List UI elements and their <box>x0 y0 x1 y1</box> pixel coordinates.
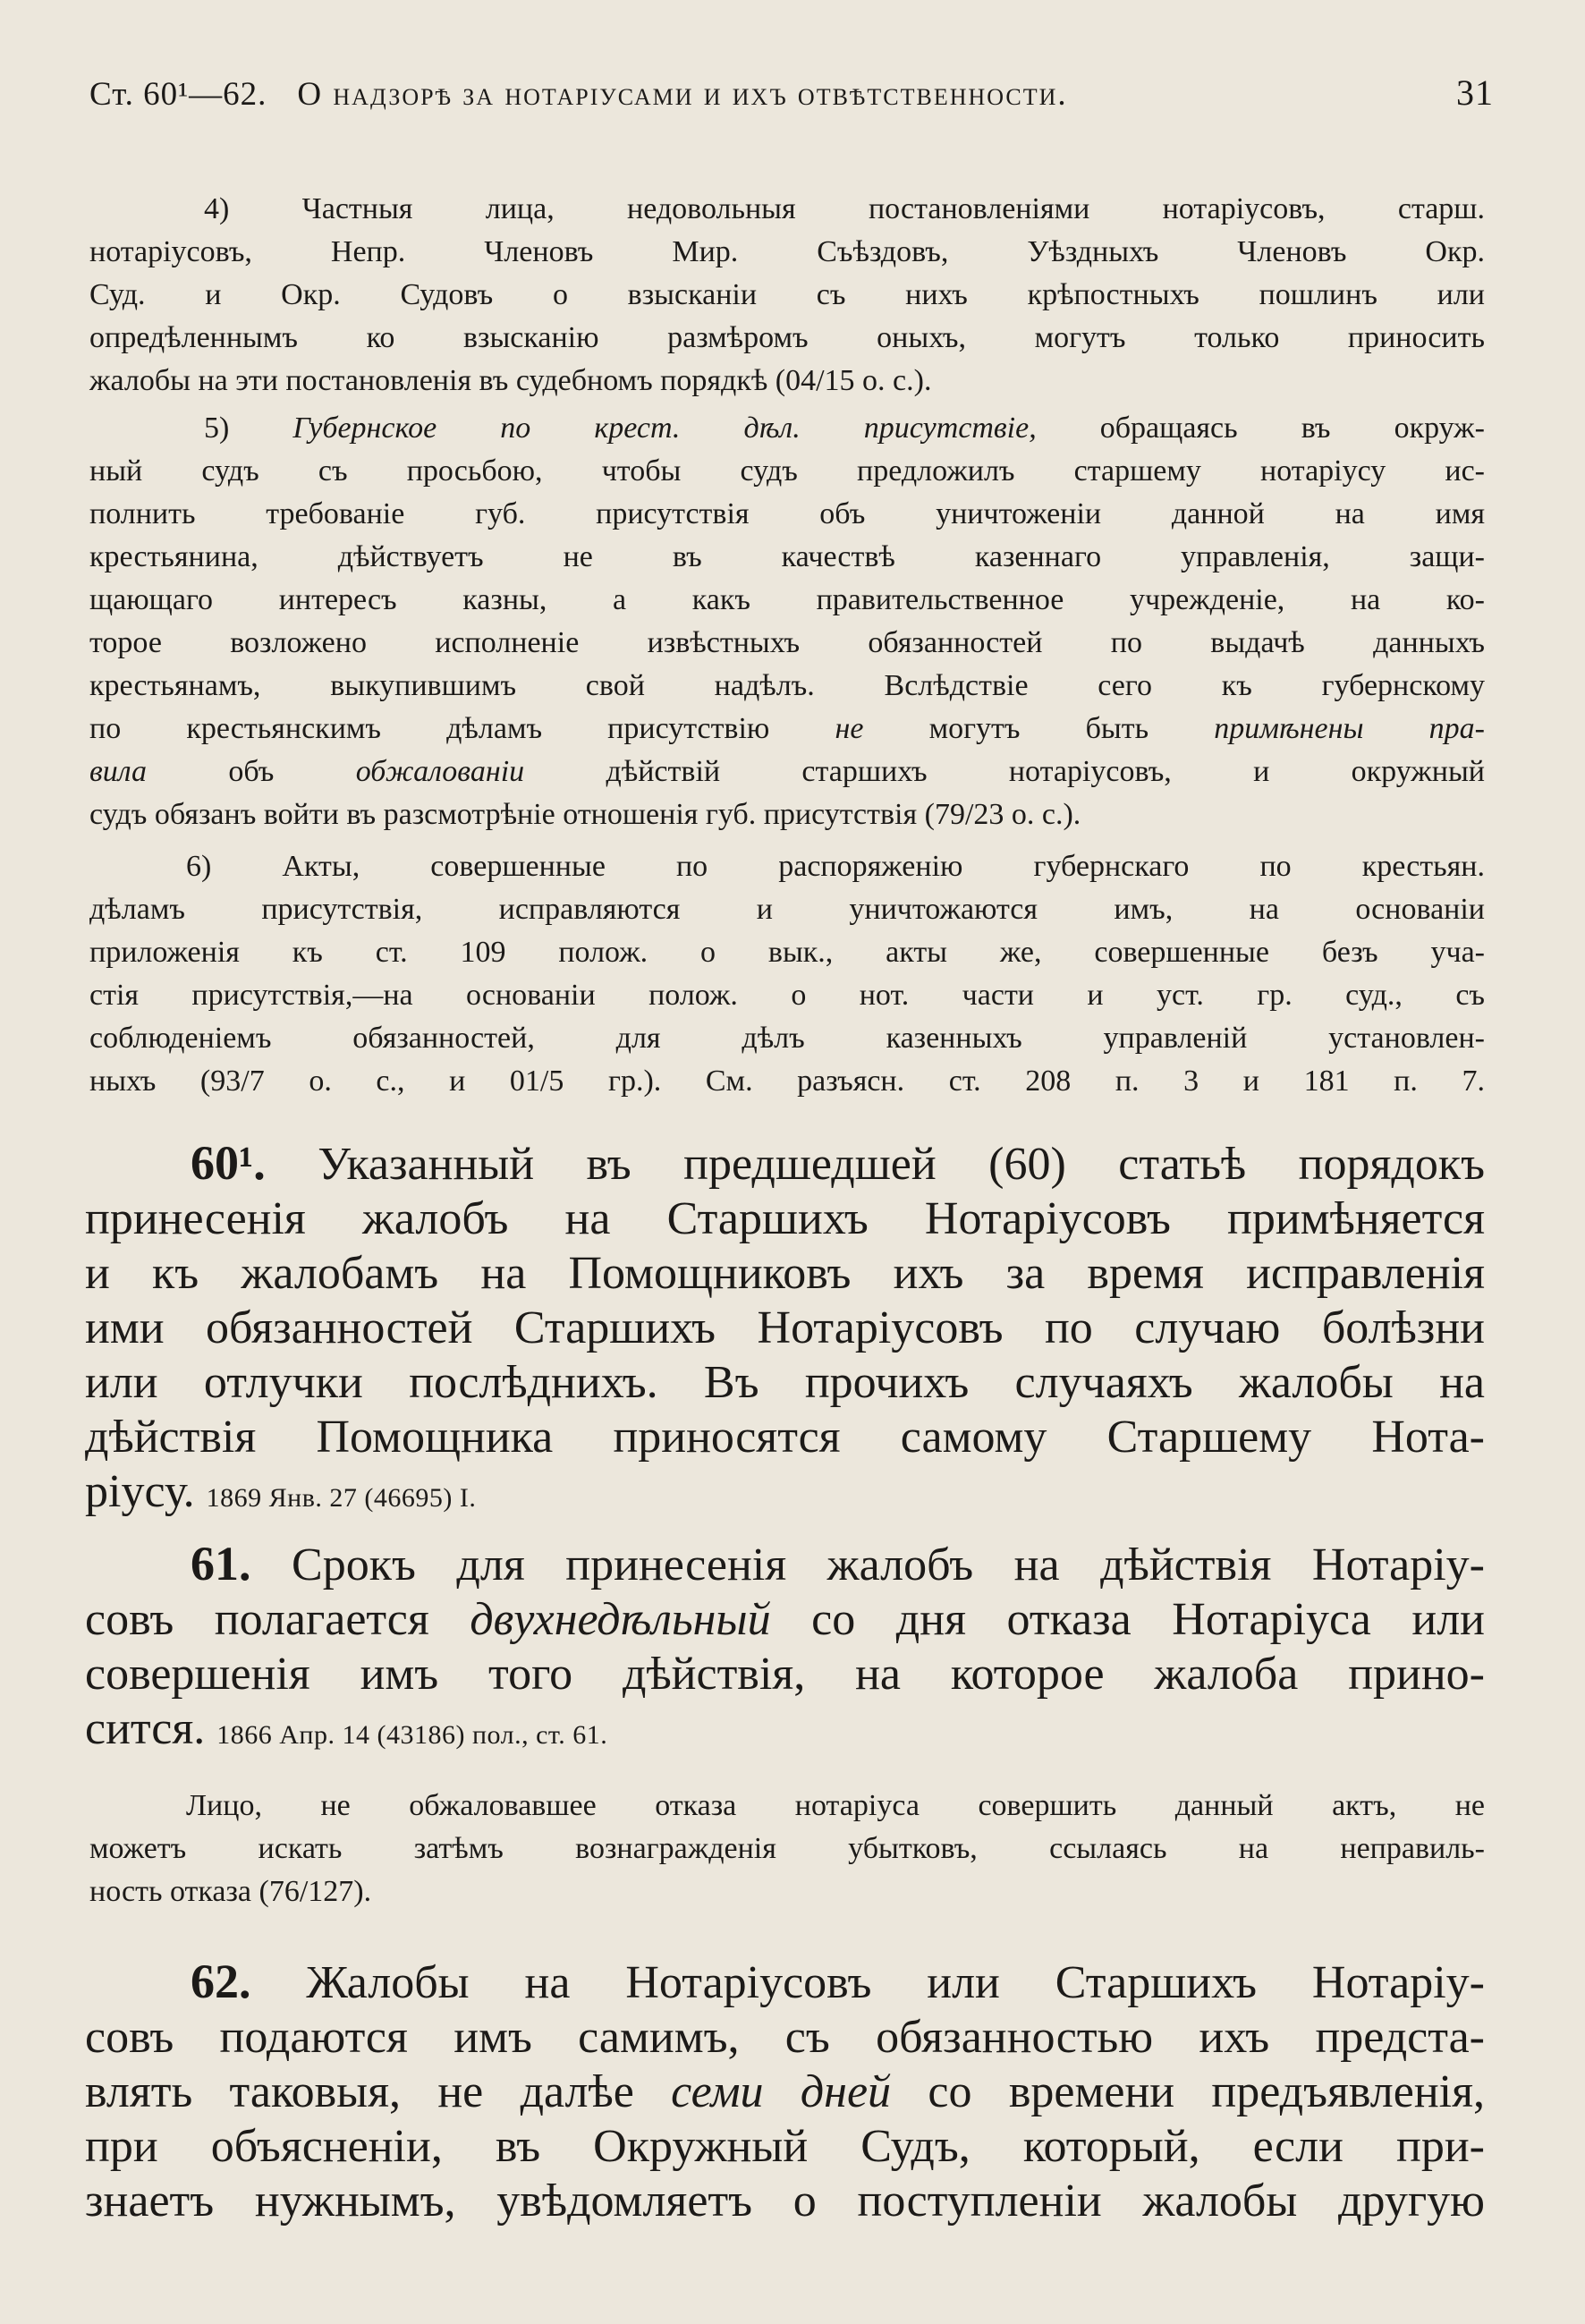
law-citation: 1866 Апр. 14 (43186) пол., ст. 61. <box>216 1720 608 1750</box>
note-line: крестьянина, дѣйствуетъ не въ качествѣ казеннаго управленія, защи- <box>89 540 1485 573</box>
article-line: Срокъ для принесенія жалобъ на дѣйствія Нотаріу- <box>250 1539 1485 1590</box>
article-italic-term: семи дней <box>671 2066 892 2117</box>
note-line: нотаріусовъ, Непр. Членовъ Мир. Съѣздовъ, Уѣздныхъ Членовъ Окр. <box>89 235 1485 268</box>
article-number: 61. <box>191 1537 251 1590</box>
article-line: при объясненіи, въ Окружный Судъ, который, если при- <box>85 2121 1485 2172</box>
note-italic-term: не <box>835 712 864 745</box>
law-citation: 1869 Янв. 27 (46695) I. <box>206 1483 477 1513</box>
article-line: совъ полагается <box>85 1594 470 1645</box>
note-line: Лицо, не обжаловавшее отказа нотаріуса совершить данный актъ, не <box>186 1789 1485 1822</box>
note-italic-term: примѣнены пра- <box>1214 712 1485 745</box>
note-line: ный судъ съ просьбою, чтобы судъ предложилъ старшему нотаріусу ис- <box>89 454 1485 488</box>
note-5 <box>89 407 1485 836</box>
article-line: принесенія жалобъ на Старшихъ Нотаріусовъ примѣняется <box>85 1193 1485 1244</box>
note-line: по крестьянскимъ дѣламъ присутствію <box>89 712 835 745</box>
article-line: и къ жалобамъ на Помощниковъ ихъ за время исправленія <box>85 1248 1485 1299</box>
note-4 <box>89 188 1485 403</box>
article-line: сится. <box>85 1703 206 1754</box>
article-number: 60¹. <box>191 1136 266 1190</box>
note-line: дѣйствій старшихъ нотаріусовъ, и окружный <box>524 755 1485 788</box>
note-line: щающаго интересъ казны, а какъ правительственное учрежденіе, на ко- <box>89 583 1485 616</box>
running-header <box>89 72 1494 114</box>
header-title: О надзорѣ за нотаріусами и ихъ отвѣтственности. <box>297 76 1068 113</box>
note-line: объ <box>147 755 356 788</box>
note-line: торое возложено исполненіе извѣстныхъ обязанностей по выдачѣ данныхъ <box>89 626 1485 659</box>
note-line: 4) Частныя лица, недовольныя постановленіями нотаріусовъ, старш. <box>204 192 1485 225</box>
article-line: совершенія имъ того дѣйствія, на которое жалоба прино- <box>85 1649 1485 1700</box>
note-line: опредѣленнымъ ко взысканію размѣромъ оныхъ, могутъ только приносить <box>89 321 1485 354</box>
note-italic-term: обжалованіи <box>355 755 525 788</box>
note-61 <box>89 1785 1485 1913</box>
article-62 <box>85 1955 1485 2228</box>
note-line: 6) Акты, совершенные по распоряженію губернскаго по крестьян. <box>186 850 1485 883</box>
article-line: знаетъ нужнымъ, увѣдомляетъ о поступленіи жалобы другую <box>85 2176 1485 2226</box>
article-61 <box>85 1537 1485 1762</box>
page-number: 31 <box>1456 72 1494 113</box>
note-line: ность отказа (76/127). <box>89 1875 372 1908</box>
note-line: соблюденіемъ обязанностей, для дѣлъ казенныхъ управленій установлен- <box>89 1022 1485 1055</box>
note-line: ныхъ (93/7 о. с., и 01/5 гр.). См. разъясн. ст. 208 п. 3 и 181 п. 7. <box>89 1064 1485 1098</box>
header-article-range: Ст. 60¹—62. <box>89 76 267 113</box>
article-line: ими обязанностей Старшихъ Нотаріусовъ по случаю болѣзни <box>85 1302 1485 1353</box>
note-line: жалобы на эти постановленія въ судебномъ порядкѣ (04/15 о. с.). <box>89 364 932 397</box>
note-line: приложенія къ ст. 109 полож. о вык., акты же, совершенные безъ уча- <box>89 936 1485 969</box>
article-number: 62. <box>191 1955 251 2008</box>
article-line: или отлучки послѣднихъ. Въ прочихъ случаяхъ жалобы на <box>85 1357 1485 1408</box>
note-6 <box>89 845 1485 1103</box>
article-line: ріусу. <box>85 1466 195 1517</box>
article-line: дѣйствія Помощника приносятся самому Старшему Нота- <box>85 1412 1485 1463</box>
note-line: могутъ быть <box>863 712 1215 745</box>
note-line: судъ обязанъ войти въ разсмотрѣніе отношенія губ. присутствія (79/23 о. с.). <box>89 798 1081 831</box>
note-italic-term: Губернское по крест. дѣл. присутствіе, <box>292 411 1037 445</box>
note-line: полнить требованіе губ. присутствія объ уничтоженіи данной на имя <box>89 497 1485 530</box>
article-line: со дня отказа Нотаріуса или <box>770 1594 1486 1645</box>
note-number: 5) <box>204 411 293 445</box>
article-line: Указанный въ предшедшей (60) статьѣ порядокъ <box>265 1139 1485 1190</box>
article-line: со времени предъявленія, <box>891 2066 1486 2117</box>
article-line: совъ подаются имъ самимъ, съ обязанностью ихъ предста- <box>85 2012 1485 2063</box>
note-line: крестьянамъ, выкупившимъ свой надѣлъ. Вслѣдствіе сего къ губернскому <box>89 669 1485 702</box>
note-line: стія присутствія,—на основаніи полож. о нот. части и уст. гр. суд., съ <box>89 979 1485 1012</box>
note-italic-term: вила <box>89 755 147 788</box>
article-italic-term: двухнедѣльный <box>470 1594 771 1645</box>
article-60-1 <box>85 1136 1485 1525</box>
note-line: обращаясь въ окруж- <box>1036 411 1485 445</box>
article-line: Жалобы на Нотаріусовъ или Старшихъ Нотаріу- <box>250 1957 1485 2008</box>
note-line: можетъ искать затѣмъ вознагражденія убытковъ, ссылаясь на неправиль- <box>89 1832 1485 1865</box>
note-line: дѣламъ присутствія, исправляются и уничтожаются имъ, на основаніи <box>89 893 1485 926</box>
note-line: Суд. и Окр. Судовъ о взысканіи съ нихъ крѣпостныхъ пошлинъ или <box>89 278 1485 311</box>
article-line: влять таковыя, не далѣе <box>85 2066 672 2117</box>
